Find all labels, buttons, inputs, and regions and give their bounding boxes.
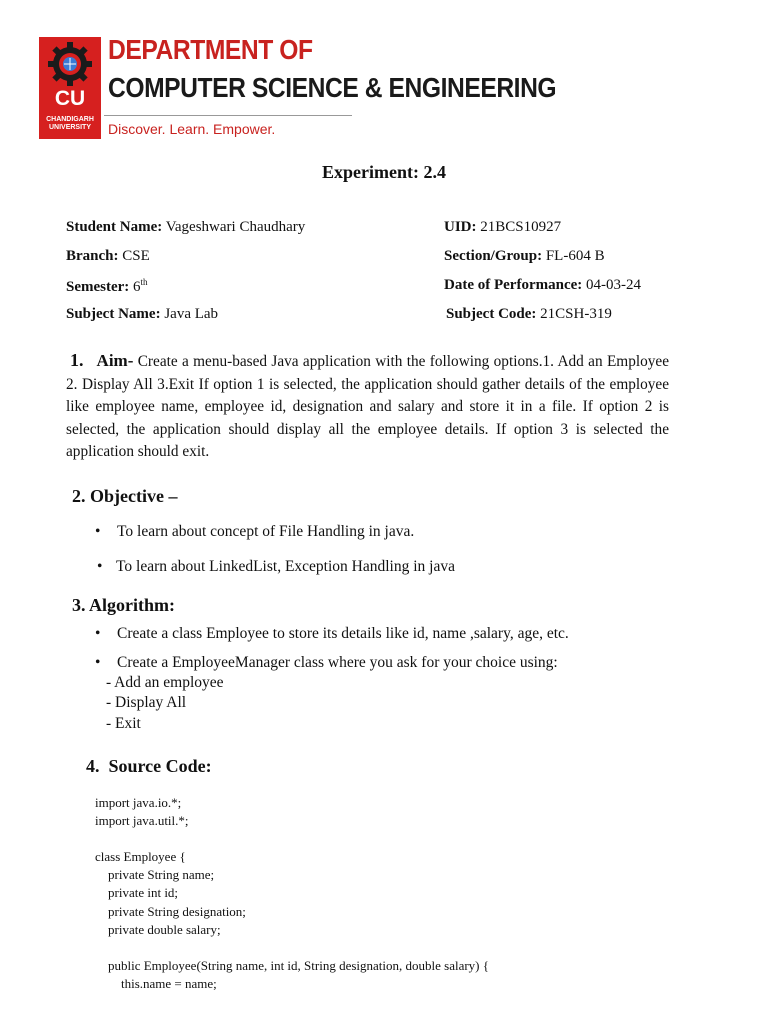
semester-value: 6 [133,279,141,295]
department-title-line2: COMPUTER SCIENCE & ENGINEERING [108,72,557,103]
department-title-line1: DEPARTMENT OF [108,34,313,65]
objective-item: • To learn about concept of File Handling in java. [95,523,415,540]
date-of-performance-value: 04-03-24 [586,277,642,293]
student-name-value: Vageshwari Chaudhary [165,219,306,235]
branch-label: Branch: [66,248,119,264]
uid-label: UID: [444,219,477,235]
semester-label: Semester: [66,279,130,295]
objective-item: • To learn about LinkedList, Exception Handling in java [97,558,455,575]
gear-globe-icon [47,41,93,87]
objective-heading: 2. Objective – [72,486,178,506]
algorithm-item: • Create a EmployeeManager class where you ask for your choice using: [95,654,558,671]
branch-value: CSE [122,248,150,264]
student-name-label: Student Name: [66,219,163,235]
subject-name-value: Java Lab [164,306,219,322]
source-code-heading: 4. Source Code: [86,756,212,776]
student-name-row [66,219,305,236]
logo-subtext: CHANDIGARH UNIVERSITY [46,116,94,131]
aim-number: 1. [70,350,84,370]
semester-suffix: th [140,277,148,287]
source-code-block: import java.io.*; import java.util.*; class Employee { private String name; private int id; private String designation; private double salary; public Employee(String name, int id, String designation, double salary) { this.name = name; [95,795,490,991]
subject-name-label: Subject Name: [66,306,161,322]
aim-label: Aim- [96,351,134,370]
date-of-performance-row [444,277,641,294]
semester-row [66,277,148,296]
section-label: Section/Group: [444,248,543,264]
uid-value: 21BCS10927 [480,219,562,235]
algorithm-sub-item: - Display All [106,694,187,711]
algorithm-heading: 3. Algorithm: [72,595,175,615]
algorithm-item: • Create a class Employee to store its details like id, name ,salary, age, etc. [95,625,569,642]
subject-code-label: Subject Code: [446,306,537,322]
subject-code-value: 21CSH-319 [540,306,612,322]
logo-text: CU [54,87,86,110]
algorithm-sub-item: - Exit [106,715,141,732]
subject-name-row [66,306,218,323]
uid-row [444,219,561,236]
algorithm-sub-item: - Add an employee [106,674,224,691]
experiment-title: Experiment: 2.4 [322,162,446,182]
date-of-performance-label: Date of Performance: [444,277,583,293]
header-divider [104,115,352,116]
branch-row [66,248,150,265]
subject-code-row [446,306,612,323]
aim-text: Create a menu-based Java application with the following options.1. Add an Employee 2. Display All 3.Exit If option 1 is selected, the application should gather details of the employee like employee name, employee id, designation and salary and store it in a file. If option 2 is selected, the application should display all the employee details. If option 3 is selected the application should exit. [66,353,669,461]
section-value: FL-604 B [545,248,605,264]
section-row [444,248,605,265]
university-logo [39,37,101,139]
tagline: Discover. Learn. Empower. [108,121,276,137]
aim-paragraph [66,349,669,464]
